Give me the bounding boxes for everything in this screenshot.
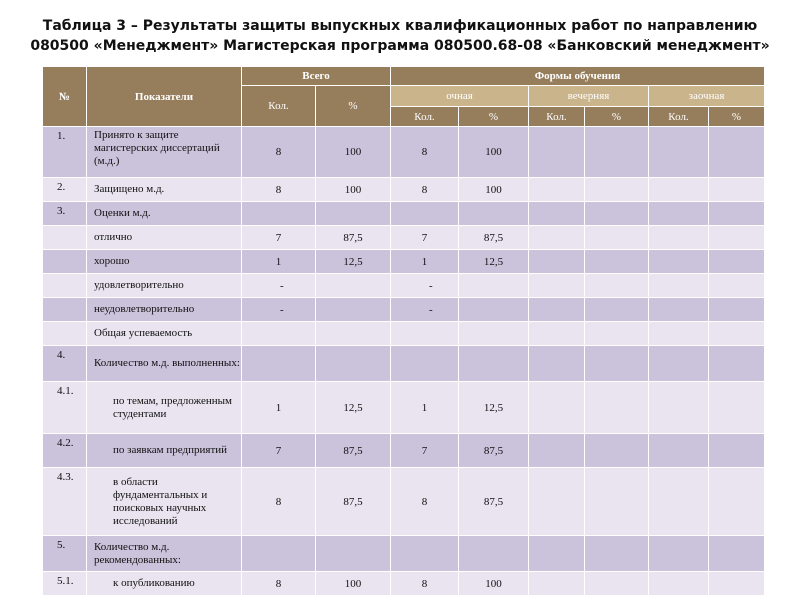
ft-percent: 100: [459, 572, 529, 596]
total-percent: [316, 536, 391, 572]
ev-count: [529, 536, 585, 572]
ft-count: 1: [391, 382, 459, 434]
total-count: 1: [242, 250, 316, 274]
ft-count: 8: [391, 127, 459, 178]
row-label: Количество м.д. рекомендованных:: [87, 536, 242, 572]
ev-count: [529, 382, 585, 434]
pt-count: [649, 178, 709, 202]
total-percent: [316, 298, 391, 322]
ev-percent: [585, 226, 649, 250]
header-full-time: очная: [391, 86, 529, 107]
row-num: [43, 250, 87, 274]
pt-count: [649, 434, 709, 468]
table-row: [43, 346, 765, 382]
ft-count: 1: [391, 250, 459, 274]
table-row: [43, 298, 765, 322]
header-ev-count: Кол.: [529, 107, 585, 127]
ev-count: [529, 346, 585, 382]
ft-percent: 87,5: [459, 434, 529, 468]
row-num: 4.: [43, 346, 87, 382]
table-row: [43, 250, 765, 274]
ev-count: [529, 178, 585, 202]
caption-line-1: Таблица 3 – Результаты защиты выпускных квалификационных работ по направлению: [42, 18, 758, 34]
header-pt-count: Кол.: [649, 107, 709, 127]
ev-count: [529, 274, 585, 298]
pt-count: [649, 202, 709, 226]
ft-percent: [459, 536, 529, 572]
pt-count: [649, 536, 709, 572]
total-count: 7: [242, 226, 316, 250]
pt-percent: [709, 322, 765, 346]
row-num: 5.: [43, 536, 87, 572]
ft-count: 7: [391, 226, 459, 250]
table-row: [43, 572, 765, 596]
pt-percent: [709, 250, 765, 274]
ev-percent: [585, 434, 649, 468]
total-count: 8: [242, 468, 316, 536]
row-num: [43, 274, 87, 298]
ev-count: [529, 226, 585, 250]
ft-percent: 100: [459, 127, 529, 178]
ft-count: 8: [391, 572, 459, 596]
table-row: [43, 322, 765, 346]
row-num: 4.1.: [43, 382, 87, 434]
ev-count: [529, 202, 585, 226]
table-row: [43, 382, 765, 434]
ft-count: -: [391, 298, 459, 322]
table-row: [43, 202, 765, 226]
pt-percent: [709, 202, 765, 226]
header-pt-percent: %: [709, 107, 765, 127]
total-percent: 12,5: [316, 382, 391, 434]
row-label: Количество м.д. выполненных:: [87, 346, 242, 382]
table-caption: [0, 16, 800, 56]
total-count: 1: [242, 382, 316, 434]
ft-count: [391, 322, 459, 346]
total-count: [242, 346, 316, 382]
header-ft-percent: %: [459, 107, 529, 127]
row-num: [43, 226, 87, 250]
ev-count: [529, 127, 585, 178]
table-row: [43, 226, 765, 250]
ft-percent: [459, 202, 529, 226]
header-ev-percent: %: [585, 107, 649, 127]
row-label: Защищено м.д.: [87, 178, 242, 202]
ft-count: 7: [391, 434, 459, 468]
ev-count: [529, 250, 585, 274]
ft-count: -: [391, 274, 459, 298]
ev-count: [529, 468, 585, 536]
total-percent: 87,5: [316, 468, 391, 536]
total-count: -: [242, 274, 316, 298]
pt-percent: [709, 274, 765, 298]
total-percent: [316, 346, 391, 382]
pt-percent: [709, 298, 765, 322]
row-label: по темам, предложенным студентами: [87, 382, 242, 434]
total-count: 7: [242, 434, 316, 468]
pt-percent: [709, 346, 765, 382]
ft-count: 8: [391, 468, 459, 536]
ft-count: [391, 202, 459, 226]
row-num: 4.3.: [43, 468, 87, 536]
total-percent: 100: [316, 127, 391, 178]
header-indicators: Показатели: [87, 67, 242, 127]
ft-count: [391, 536, 459, 572]
pt-count: [649, 322, 709, 346]
pt-percent: [709, 434, 765, 468]
pt-count: [649, 250, 709, 274]
pt-percent: [709, 572, 765, 596]
pt-count: [649, 572, 709, 596]
table-row: [43, 434, 765, 468]
total-count: [242, 322, 316, 346]
total-count: -: [242, 298, 316, 322]
ev-percent: [585, 127, 649, 178]
results-table: [42, 66, 765, 596]
total-percent: 87,5: [316, 434, 391, 468]
row-label: удовлетворительно: [87, 274, 242, 298]
total-percent: [316, 274, 391, 298]
ev-percent: [585, 322, 649, 346]
header-evening: вечерняя: [529, 86, 649, 107]
total-count: 8: [242, 178, 316, 202]
ev-percent: [585, 298, 649, 322]
ft-percent: 87,5: [459, 468, 529, 536]
total-percent: 87,5: [316, 226, 391, 250]
table-row: [43, 468, 765, 536]
pt-count: [649, 382, 709, 434]
table-row: [43, 127, 765, 178]
row-label: неудовлетворительно: [87, 298, 242, 322]
row-label: Оценки м.д.: [87, 202, 242, 226]
total-percent: 12,5: [316, 250, 391, 274]
row-num: [43, 298, 87, 322]
ft-percent: [459, 274, 529, 298]
header-ft-count: Кол.: [391, 107, 459, 127]
total-count: 8: [242, 127, 316, 178]
pt-count: [649, 127, 709, 178]
ev-percent: [585, 250, 649, 274]
header-num: №: [43, 67, 87, 127]
ev-count: [529, 572, 585, 596]
row-num: 5.1.: [43, 572, 87, 596]
ft-percent: 12,5: [459, 250, 529, 274]
ev-count: [529, 322, 585, 346]
row-num: 3.: [43, 202, 87, 226]
header-forms: Формы обучения: [391, 67, 765, 86]
caption-line-2: 080500 «Менеджмент» Магистерская программа 080500.68-08 «Банковский менеджмент»: [30, 38, 770, 54]
pt-count: [649, 468, 709, 536]
header-total-count: Кол.: [242, 86, 316, 127]
row-num: 1.: [43, 127, 87, 178]
row-label: Общая успеваемость: [87, 322, 242, 346]
total-percent: 100: [316, 178, 391, 202]
row-label: хорошо: [87, 250, 242, 274]
ev-percent: [585, 572, 649, 596]
total-percent: [316, 322, 391, 346]
row-label: к опубликованию: [87, 572, 242, 596]
ft-percent: [459, 322, 529, 346]
ev-count: [529, 298, 585, 322]
row-num: 4.2.: [43, 434, 87, 468]
ev-percent: [585, 382, 649, 434]
pt-percent: [709, 382, 765, 434]
pt-percent: [709, 226, 765, 250]
row-label: в области фундаментальных и поисковых научных исследований: [87, 468, 242, 536]
table-row: [43, 178, 765, 202]
pt-count: [649, 346, 709, 382]
row-label: отлично: [87, 226, 242, 250]
ev-percent: [585, 468, 649, 536]
total-percent: 100: [316, 572, 391, 596]
row-num: 2.: [43, 178, 87, 202]
ev-percent: [585, 274, 649, 298]
table-row: [43, 274, 765, 298]
header-total: Всего: [242, 67, 391, 86]
ft-count: 8: [391, 178, 459, 202]
total-count: 8: [242, 572, 316, 596]
total-count: [242, 202, 316, 226]
total-count: [242, 536, 316, 572]
header-part-time: заочная: [649, 86, 765, 107]
ft-count: [391, 346, 459, 382]
pt-percent: [709, 468, 765, 536]
pt-percent: [709, 127, 765, 178]
ft-percent: 87,5: [459, 226, 529, 250]
ft-percent: [459, 346, 529, 382]
header-total-percent: %: [316, 86, 391, 127]
total-percent: [316, 202, 391, 226]
pt-count: [649, 298, 709, 322]
ev-percent: [585, 178, 649, 202]
row-label: по заявкам предприятий: [87, 434, 242, 468]
pt-count: [649, 226, 709, 250]
ev-count: [529, 434, 585, 468]
row-label: Принято к защите магистерских диссертаций (м.д.): [87, 127, 242, 178]
row-num: [43, 322, 87, 346]
ev-percent: [585, 346, 649, 382]
pt-count: [649, 274, 709, 298]
pt-percent: [709, 536, 765, 572]
ft-percent: 12,5: [459, 382, 529, 434]
ev-percent: [585, 202, 649, 226]
pt-percent: [709, 178, 765, 202]
table-row: [43, 536, 765, 572]
ft-percent: 100: [459, 178, 529, 202]
ev-percent: [585, 536, 649, 572]
ft-percent: [459, 298, 529, 322]
